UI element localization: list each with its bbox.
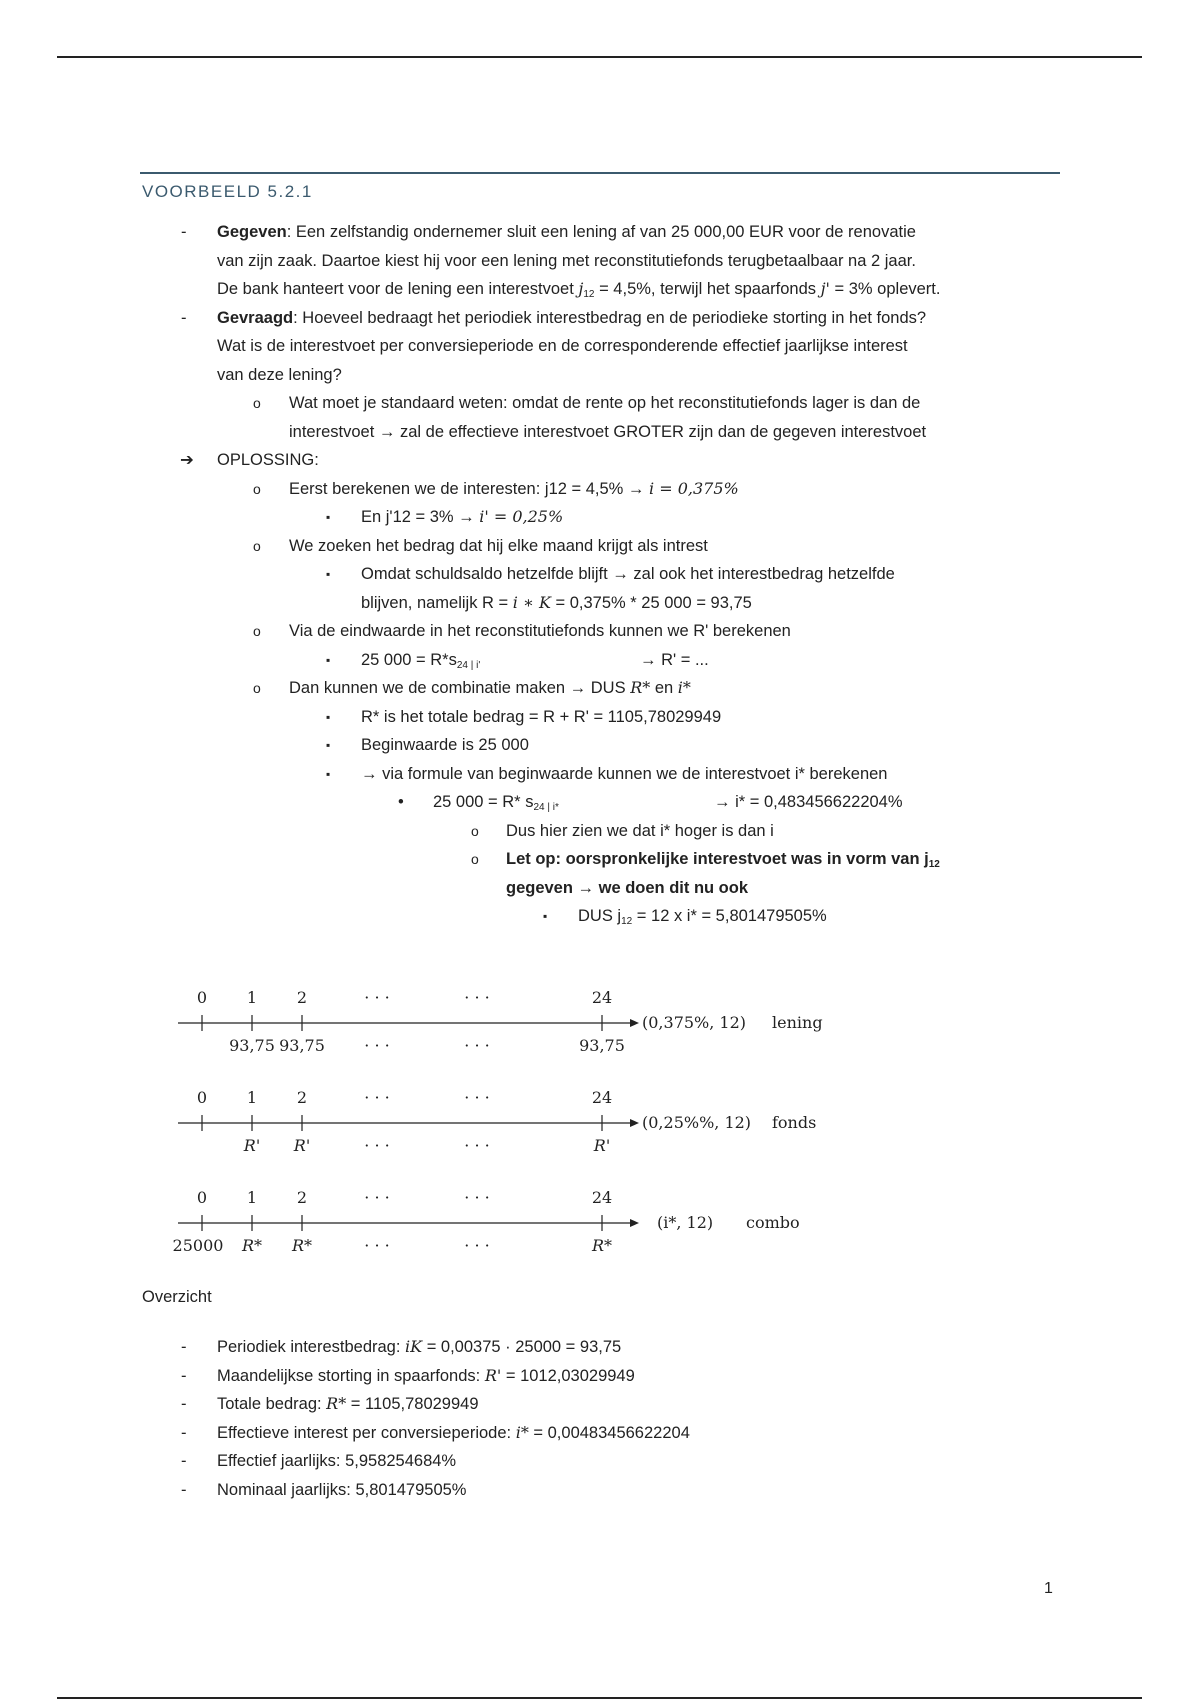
timeline-arrowhead [630,1019,639,1027]
timeline-name: lening [772,1013,823,1032]
section-heading: VOORBEELD 5.2.1 [142,182,313,201]
timeline-top-label: 0 [196,988,208,1007]
step-2-sub-1: ▪ Omdat schuldsaldo hetzelfde blijft → zal ook het interestbedrag hetzelfde [0,560,1200,589]
timeline-bottom-label: R' [243,1136,261,1155]
dash-marker: - [181,1395,187,1413]
timeline-bottom-label: · · · [464,1236,490,1255]
timeline-rate: (0,375%, 12) [642,1013,747,1032]
timeline-bottom-label: · · · [464,1036,490,1055]
bottom-rule [57,1697,1142,1699]
overview-item: - Maandelijkse storting in spaarfonds: R' = 1012,03029949 [0,1362,1200,1391]
timeline-lening [178,988,823,1055]
timeline-top-label: · · · [464,1188,490,1207]
asked-label: Gevraagd [217,308,294,327]
timeline-bottom-label: R* [591,1236,613,1255]
timeline-bottom-label: 93,75 [579,1036,625,1055]
given-line-2: van zijn zaak. Daartoe kiest hij voor een lening met reconstitutiefonds terugbetaalbaar na 2 jaar. [217,251,916,270]
dash-marker: - [181,223,187,241]
timeline-name: fonds [772,1113,817,1132]
circle-marker: o [471,822,479,839]
timeline-top-label: 24 [591,1088,613,1107]
step-3-sub: ▪ 25 $000 = R*s_{24 | i'}$ → R' = ... [0,646,1200,675]
timeline-top-label: 24 [591,988,613,1007]
timeline-fonds [178,1088,816,1155]
problem-content [0,218,1200,931]
given-line-1: - Gegeven: Een zelfstandig ondernemer sluit een lening af van 25 000,00 EUR voor de renovatie [0,218,1200,247]
step-4-e1: ▪ DUS $j_{12} = 12$ x i* = 5,801479505% [0,902,1200,931]
circle-marker: o [253,680,261,696]
timeline-bottom-label: 25000 [172,1236,224,1255]
overview-item: - Totale bedrag: R* = 1105,78029949 [0,1390,1200,1419]
know-line-1: o Wat moet je standaard weten: omdat de rente op het reconstitutiefonds lager is dan de [0,389,1200,418]
dash-marker: - [181,1423,187,1442]
step-4-b3: ▪ → via formule van beginwaarde kunnen we de interestvoet i* berekenen [0,760,1200,789]
timeline-bottom-label: 93,75 [279,1036,325,1055]
timeline-rate: (0,25%%, 12) [642,1113,752,1132]
given-label: Gegeven [217,223,287,241]
timeline-top-label: · · · [364,988,390,1007]
timeline-bottom-label: R' [593,1136,611,1155]
overview-title: Overzicht [142,1288,212,1306]
square-marker: ▪ [326,766,331,781]
timeline-bottom-label: · · · [364,1136,390,1155]
timeline-top-label: 1 [246,1088,258,1107]
timeline-top-label: 1 [246,988,258,1007]
given-line-3: De bank hanteert voor de lening een interestvoet $j_{12} = 4,5\%$, terwijl het spaarfonds j' = 3% oplevert. [217,279,941,300]
timeline-top-label: · · · [464,988,490,1007]
timeline-bottom-label: · · · [364,1236,390,1255]
timeline-top-label: 2 [296,988,308,1007]
dash-marker: - [181,1338,187,1356]
timeline-top-label: 0 [196,1188,208,1207]
circle-marker: o [253,480,261,497]
overview-item: - Effectief jaarlijks: 5,958254684% [0,1447,1200,1476]
dash-marker: - [181,1480,187,1499]
timeline-top-label: · · · [464,1088,490,1107]
circle-marker: o [253,537,261,554]
timeline-bottom-label: · · · [464,1136,490,1155]
square-marker: ▪ [326,567,331,581]
timeline-top-label: · · · [364,1188,390,1207]
square-marker: ▪ [326,510,331,524]
overview-item: - Nominaal jaarlijks: 5,801479505% [0,1476,1200,1505]
step-4-b1: ▪ R* is het totale bedrag = R + R' = 1105,78029949 [0,703,1200,732]
circle-marker: o [471,851,479,867]
overview-item: - Periodiek interestbedrag: iK = 0,00375 · 25000 = 93,75 [0,1333,1200,1362]
timeline-arrowhead [630,1119,639,1127]
timeline-bottom-label: 93,75 [229,1036,275,1055]
dash-marker: - [181,1452,187,1470]
timeline-top-label: 2 [296,1088,308,1107]
solution-label: OPLOSSING: [217,451,319,469]
step-1: o Eerst berekenen we de interesten: j12 = 4,5% → i = 0,375% [0,475,1200,504]
timeline-top-label: 0 [196,1088,208,1107]
dash-marker: - [181,308,187,327]
page-number: 1 [1044,1580,1053,1597]
heading-rule [140,172,1060,174]
circle-marker: o [253,395,261,411]
step-4-b2: ▪ Beginwaarde is 25 000 [0,731,1200,760]
overview-list [0,1333,1200,1504]
bullet-marker: • [398,793,404,811]
step-4-d2: o Let op: oorspronkelijke interestvoet was in vorm van $j_{12}$ [0,845,1200,874]
overview-item: - Effectieve interest per conversieperiode: i* = 0,00483456622204 [0,1419,1200,1448]
step-4-d1: o Dus hier zien we dat i* hoger is dan i [0,817,1200,846]
step-2-sub-2: blijven, namelijk R = i ∗ K = 0,375% * 25 000 = 93,75 [361,592,752,612]
timeline-bottom-label: R* [241,1236,263,1255]
timeline-bottom-label: · · · [364,1036,390,1055]
timeline-diagrams [160,975,860,1265]
timeline-top-label: 24 [591,1188,613,1207]
timeline-bottom-label: R' [293,1136,311,1155]
asked-line-3: van deze lening? [217,365,342,384]
square-marker: ▪ [326,738,331,752]
timeline-rate: (i*, 12) [657,1213,714,1232]
know-line-2: interestvoet → zal de effectieve interestvoet GROTER zijn dan de gegeven interestvoet [289,422,927,441]
square-marker: ▪ [326,652,331,667]
timeline-arrowhead [630,1219,639,1227]
step-4-c1: • 25 000 = R* $s_{24 | i*}$ → i* = 0,483456622204% [0,788,1200,817]
timeline-combo [173,1188,800,1255]
step-3: o Via de eindwaarde in het reconstitutiefonds kunnen we R' berekenen [0,617,1200,646]
timeline-bottom-label: R* [291,1236,313,1255]
step-2: o We zoeken het bedrag dat hij elke maand krijgt als intrest [0,532,1200,561]
step-1-sub: ▪ En j'12 = 3% → i' = 0,25% [0,503,1200,532]
arrow-marker: ➔ [180,451,194,469]
circle-marker: o [253,623,261,639]
timeline-top-label: · · · [364,1088,390,1107]
timeline-top-label: 2 [296,1188,308,1207]
top-rule [57,56,1142,58]
timeline-name: combo [746,1213,800,1232]
square-marker: ▪ [543,909,548,923]
square-marker: ▪ [326,709,331,724]
dash-marker: - [181,1366,187,1385]
asked-line-1: - Gevraagd: Hoeveel bedraagt het periodiek interestbedrag en de periodieke storting in het fonds? [0,304,1200,333]
timeline-top-label: 1 [246,1188,258,1207]
step-4-d2-cont: gegeven → we doen dit nu ook [506,878,749,897]
step-4: o Dan kunnen we de combinatie maken → DUS R* en i* [0,674,1200,703]
solution-label-line [0,446,1200,475]
asked-line-2: Wat is de interestvoet per conversieperiode en de corresponderende effectief jaarlijkse interest [217,337,908,355]
